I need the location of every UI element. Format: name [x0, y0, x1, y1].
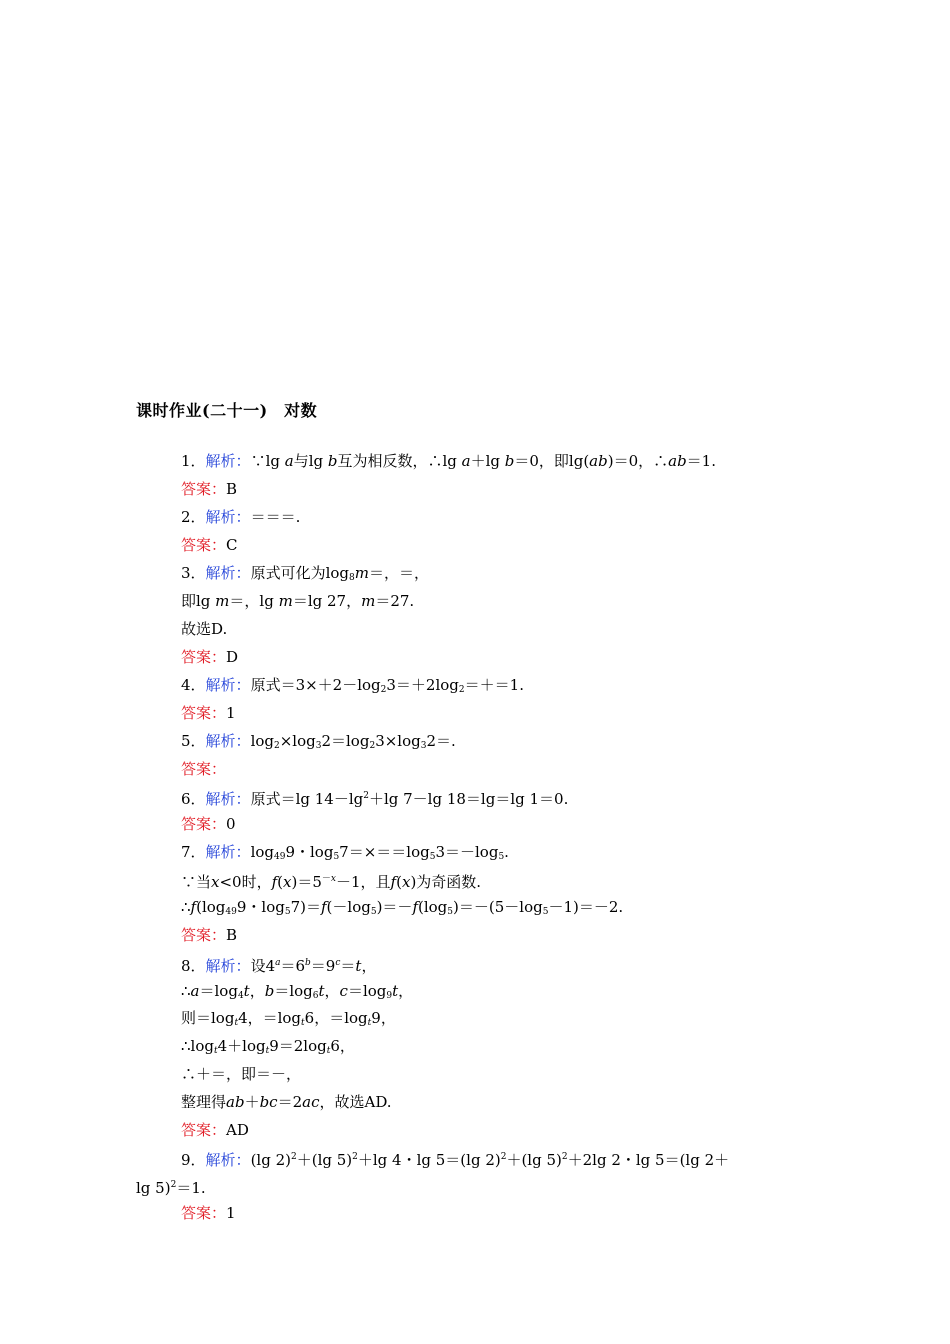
item-number: 1． — [181, 452, 206, 470]
item-6-analysis: 6．解析：原式＝lg $14-\lg^2+\lg$ 7－lg 18＝lg＝lg 1＝0. — [181, 790, 569, 808]
item-number: 6． — [181, 790, 206, 808]
item-number: 7． — [181, 843, 206, 861]
answer-label: 答案： — [181, 815, 227, 833]
answer-value: B — [226, 480, 238, 498]
item-3-analysis: 3．解析：原式可化为$\log_8m=$，＝， — [181, 564, 429, 583]
item-9-line-2: lg 5)$^2$＝1. — [136, 1179, 206, 1197]
item-number: 3． — [181, 564, 206, 582]
item-3-line-2: 即lg m＝，lg m＝lg 27，m＝27. — [181, 592, 415, 610]
analysis-label: 解析： — [205, 843, 251, 861]
answer-label: 答案： — [181, 760, 227, 778]
answer-value: D — [226, 648, 239, 666]
answer-label: 答案： — [181, 536, 227, 554]
item-1-answer — [181, 479, 237, 499]
item-8-answer — [181, 1120, 249, 1140]
item-8-line-3: 则$=\log_t4$，$=\log_t6$，$=\log_t9$， — [181, 1009, 396, 1028]
item-8-line-2: $\therefore a=\log_4t$，$b=\log_6t$，$c=\log_9t$， — [181, 982, 414, 1001]
item-7-analysis: 7．解析：$\log_{49}9$・$\log_57=\times==\log_53=-\log_5$. — [181, 843, 509, 862]
item-7-answer — [181, 925, 237, 945]
item-2-answer — [181, 535, 238, 555]
item-4-analysis: 4．解析：原式$=3\times+2-\log_23=+2\log_2=+=1$. — [181, 676, 524, 695]
item-4-answer — [181, 703, 236, 723]
item-number: 5． — [181, 732, 206, 750]
item-3-line-3: 故选D. — [181, 620, 228, 638]
answer-value: 1 — [226, 704, 236, 722]
item-2-analysis: 2．解析：＝＝＝. — [181, 508, 301, 526]
answer-value: C — [226, 536, 238, 554]
item-8-line-4: $\therefore\log_t4+\log_t9=2\log_t6$， — [181, 1037, 355, 1056]
analysis-label: 解析： — [205, 1151, 251, 1169]
answer-label: 答案： — [181, 480, 227, 498]
item-5-answer — [181, 759, 226, 779]
item-number: 2． — [181, 508, 206, 526]
item-number: 4． — [181, 676, 206, 694]
item-9-analysis: 9．解析：(lg 2)$^2$＋(lg 5)$^2$＋lg 4・lg 5＝(lg 2)$^2$＋(lg 5)$^2$＋2lg 2・lg 5＝(lg 2＋ — [181, 1151, 730, 1169]
item-6-answer — [181, 814, 236, 834]
answer-label: 答案： — [181, 926, 227, 944]
item-1-analysis: 1．解析：∵lg a与lg b互为相反数，∴lg a＋lg b＝0，即lg(ab)＝0，∴ab＝1. — [181, 452, 716, 470]
analysis-label: 解析： — [205, 957, 251, 975]
answer-label: 答案： — [181, 704, 227, 722]
item-8-line-6: 整理得ab＋bc＝2ac，故选AD. — [181, 1093, 392, 1111]
answer-label: 答案： — [181, 648, 227, 666]
item-3-answer — [181, 647, 238, 667]
item-number: 9． — [181, 1151, 206, 1169]
item-number: 8． — [181, 957, 206, 975]
analysis-label: 解析： — [205, 790, 251, 808]
answer-value: 1 — [226, 1204, 236, 1222]
answer-value: 0 — [226, 815, 236, 833]
item-5-analysis: 5．解析：$\log_2\times\log_32=\log_23\times\log_32=$. — [181, 732, 456, 751]
analysis-label: 解析： — [205, 508, 251, 526]
analysis-label: 解析： — [205, 452, 251, 470]
item-8-line-5: ∴＋＝，即＝－， — [181, 1065, 302, 1083]
answer-value: B — [226, 926, 238, 944]
item-8-analysis: 8．解析：设$4^a=6^b=9^c=t$， — [181, 957, 377, 975]
analysis-label: 解析： — [205, 676, 251, 694]
answer-value: AD — [226, 1121, 249, 1139]
answer-label: 答案： — [181, 1121, 227, 1139]
analysis-label: 解析： — [205, 732, 251, 750]
analysis-label: 解析： — [205, 564, 251, 582]
item-7-line-3: $\therefore f(\log_{49}9$・$\log_57)=f(-\log_5)=-f(\log_5)=-(5-\log_5-1)=-2$. — [181, 898, 624, 917]
answer-label: 答案： — [181, 1204, 227, 1222]
item-9-answer — [181, 1203, 236, 1223]
page-title: 课时作业(二十一) 对数 — [136, 401, 318, 420]
item-7-line-2: ∵当x<0时，$f(x)=5^{-x}-1$，且f(x)为奇函数. — [181, 873, 482, 891]
